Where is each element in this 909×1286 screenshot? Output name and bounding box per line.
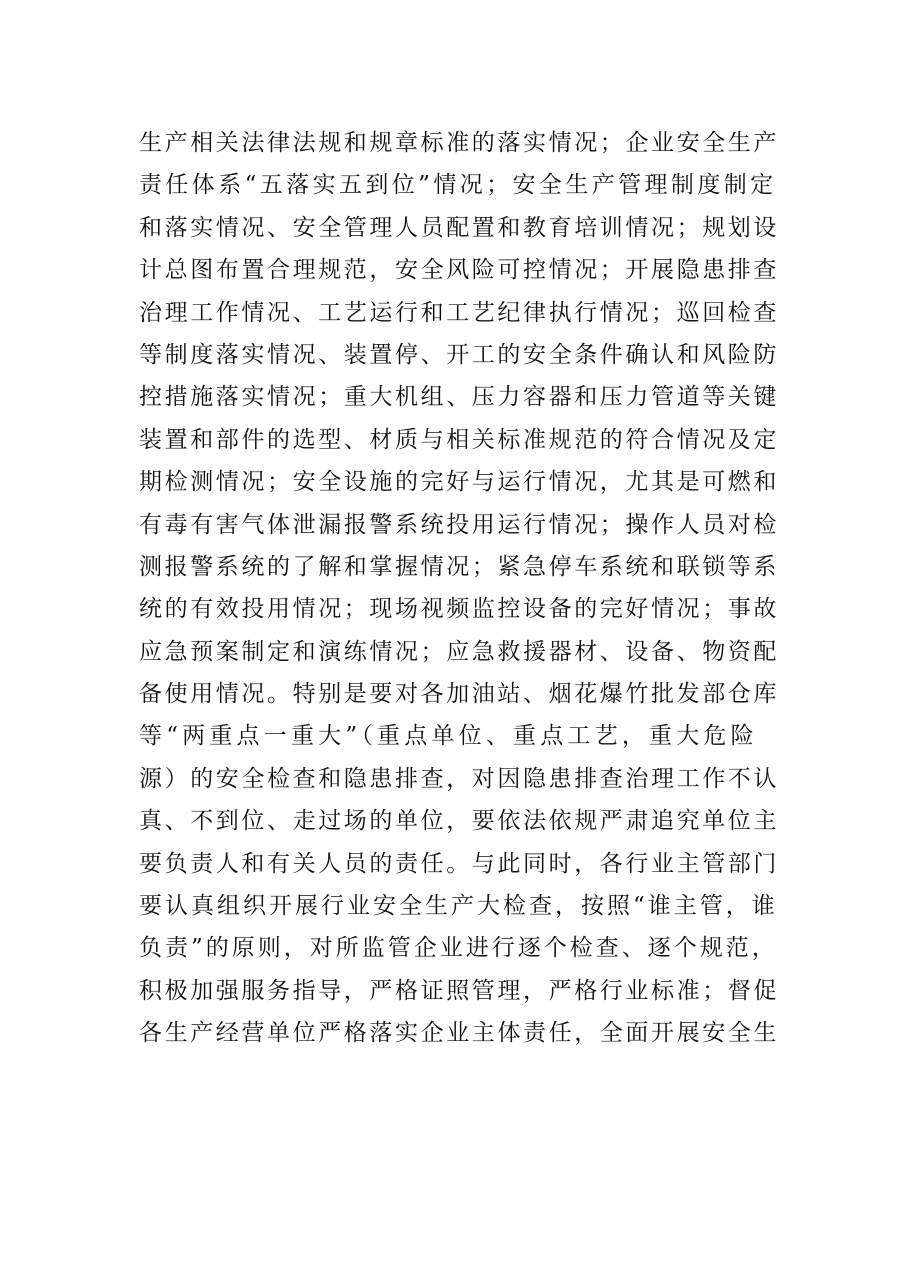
text-line: 要负责人和有关人员的责任。与此同时，各行业主管部门 [139,850,779,877]
text-line: 积极加强服务指导，严格证照管理，严格行业标准；督促 [139,977,779,1004]
text-line: 应急预案制定和演练情况；应急救援器材、设备、物资配 [139,638,779,665]
text-line: 真、不到位、走过场的单位，要依法依规严肃追究单位主 [139,808,779,835]
text-line: 控措施落实情况；重大机组、压力容器和压力管道等关键 [139,384,779,411]
text-line: 要认真组织开展行业安全生产大检查，按照“谁主管，谁 [139,893,778,920]
text-line: 期检测情况；安全设施的完好与运行情况，尤其是可燃和 [139,469,779,496]
text-line: 计总图布置合理规范，安全风险可控情况；开展隐患排查 [139,257,779,284]
text-line: 生产相关法律法规和规章标准的落实情况；企业安全生产 [139,130,779,156]
text-line: 源）的安全检查和隐患排查，对因隐患排查治理工作不认 [139,765,779,792]
text-line: 责任体系“五落实五到位”情况；安全生产管理制度制定 [139,172,777,199]
body-text [139,122,779,1055]
text-line: 治理工作情况、工艺运行和工艺纪律执行情况；巡回检查 [139,299,779,326]
text-line: 和落实情况、安全管理人员配置和教育培训情况；规划设 [139,214,779,241]
text-line: 各生产经营单位严格落实企业主体责任，全面开展安全生 [139,1020,779,1047]
text-line: 等“两重点一重大”（重点单位、重点工艺，重大危险 [139,723,758,750]
text-line: 装置和部件的选型、材质与相关标准规范的符合情况及定 [139,426,779,453]
text-line: 负责”的原则，对所监管企业进行逐个检查、逐个规范， [139,935,778,962]
text-line: 统的有效投用情况；现场视频监控设备的完好情况；事故 [139,596,779,623]
text-line: 有毒有害气体泄漏报警系统投用运行情况；操作人员对检 [139,511,779,538]
text-line: 等制度落实情况、装置停、开工的安全条件确认和风险防 [139,341,779,368]
text-line: 备使用情况。特别是要对各加油站、烟花爆竹批发部仓库 [139,681,779,708]
text-line: 测报警系统的了解和掌握情况；紧急停车系统和联锁等系 [139,553,779,580]
